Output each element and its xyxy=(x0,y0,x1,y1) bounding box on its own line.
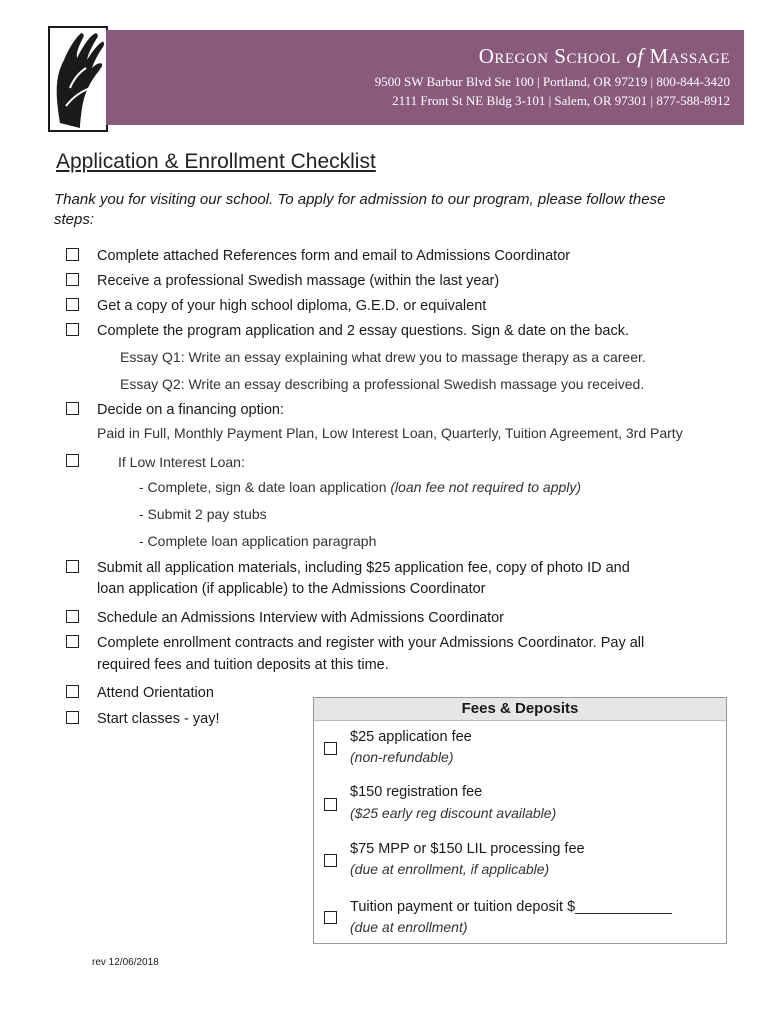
step-label: Get a copy of your high school diploma, G.E.D. or equivalent xyxy=(97,298,487,314)
checkbox-financing[interactable] xyxy=(66,399,97,421)
checkbox-enrollment[interactable] xyxy=(66,632,97,654)
fees-heading: Fees & Deposits xyxy=(314,698,726,721)
step-label: Receive a professional Swedish massage (within the last year) xyxy=(97,273,500,289)
checkbox-tuition-deposit[interactable] xyxy=(324,911,337,924)
step-label: Decide on a financing option: xyxy=(97,402,285,418)
loan-step: - Submit 2 pay stubs xyxy=(139,506,267,522)
checkbox-start-classes[interactable] xyxy=(66,708,97,730)
portland-address: 9500 SW Barbur Blvd Ste 100 | Portland, OR 97219 | 800-844-3420 xyxy=(374,74,730,89)
intro-text: Thank you for visiting our school. To apply for admission to our program, please follow these steps: xyxy=(54,191,666,228)
fee-title: $75 MPP or $150 LIL processing fee xyxy=(350,841,585,857)
school-name: Oregon School of Massage xyxy=(478,44,730,68)
checkbox-application[interactable] xyxy=(66,320,97,342)
fees-deposits-box xyxy=(313,697,727,944)
checkbox-loan[interactable] xyxy=(66,451,97,473)
step-label: required fees and tuition deposits at this time. xyxy=(97,657,389,673)
step-label: Complete the program application and 2 essay questions. Sign & date on the back. xyxy=(97,323,629,339)
fee-title: $25 application fee xyxy=(350,729,472,745)
step-label: loan application (if applicable) to the Admissions Coordinator xyxy=(97,581,486,597)
checkbox-diploma[interactable] xyxy=(66,295,97,317)
financing-options: Paid in Full, Monthly Payment Plan, Low Interest Loan, Quarterly, Tuition Agreement, 3rd Party xyxy=(97,425,683,441)
page-title: Application & Enrollment Checklist xyxy=(56,150,376,173)
fee-note: (due at enrollment, if applicable) xyxy=(350,861,550,877)
checkbox-orientation[interactable] xyxy=(66,682,97,704)
fee-title: Tuition payment or tuition deposit $____________ xyxy=(350,899,672,915)
hands-logo-icon xyxy=(50,28,106,130)
header-banner xyxy=(106,30,744,125)
step-label: If Low Interest Loan: xyxy=(118,454,245,470)
fee-note: (due at enrollment) xyxy=(350,919,468,935)
step-label: Start classes - yay! xyxy=(97,711,220,727)
fee-note: (non-refundable) xyxy=(350,749,454,765)
step-label: Schedule an Admissions Interview with Admissions Coordinator xyxy=(97,610,505,626)
checkbox-references[interactable] xyxy=(66,245,97,267)
step-label: Submit all application materials, including $25 application fee, copy of photo ID and xyxy=(97,560,630,576)
checkbox-massage[interactable] xyxy=(66,270,97,292)
fee-note: ($25 early reg discount available) xyxy=(350,805,557,821)
checkbox-processing-fee[interactable] xyxy=(324,854,337,867)
step-label: Complete enrollment contracts and register with your Admissions Coordinator. Pay all xyxy=(97,635,645,651)
step-label: Attend Orientation xyxy=(97,685,214,701)
salem-address: 2111 Front St NE Bldg 3-101 | Salem, OR 97301 | 877-588-8912 xyxy=(392,93,730,108)
checkbox-registration-fee[interactable] xyxy=(324,798,337,811)
fee-title: $150 registration fee xyxy=(350,784,483,800)
essay-q2: Essay Q2: Write an essay describing a professional Swedish massage you received. xyxy=(120,376,645,392)
checkbox-interview[interactable] xyxy=(66,607,97,629)
essay-q1: Essay Q1: Write an essay explaining what drew you to massage therapy as a career. xyxy=(120,349,646,365)
step-label: Complete attached References form and email to Admissions Coordinator xyxy=(97,248,571,264)
hands-logo xyxy=(48,26,108,132)
checkbox-submit[interactable] xyxy=(66,557,97,579)
revision-date: rev 12/06/2018 xyxy=(92,957,159,968)
checkbox-application-fee[interactable] xyxy=(324,742,337,755)
loan-step: - Complete loan application paragraph xyxy=(139,533,377,549)
loan-step: - Complete, sign & date loan application (loan fee not required to apply) xyxy=(139,479,582,495)
